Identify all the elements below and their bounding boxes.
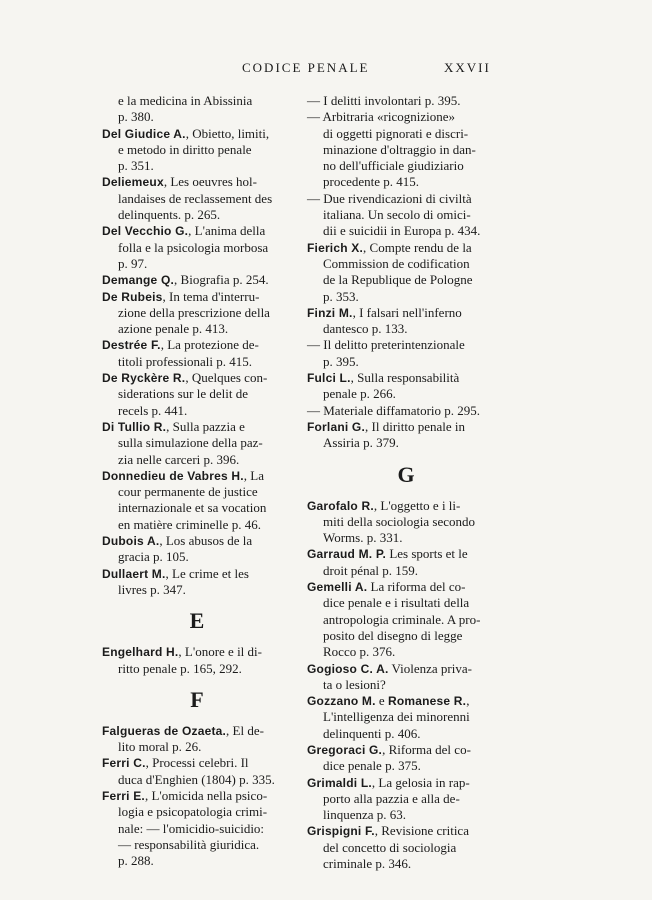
index-entry [307,370,505,419]
index-entry [307,419,505,452]
entry-text: , Quelques con- [185,370,268,386]
author-name: De Rubeis [102,289,163,304]
author-name: Di Tullio R. [102,419,167,434]
entry-line: ta o lesioni? [323,676,386,692]
author-name: Falgueras de Ozaeta. [102,723,227,738]
author-name: Ferri E. [102,788,145,803]
author-name: Del Vecchio G. [102,224,189,239]
entry-text: , Revisione critica [374,823,469,839]
entry-text: , Riforma del co- [382,741,471,757]
index-entry [102,289,292,338]
entry-text: , L'anima della [188,223,266,239]
entry-line: zia nelle carceri p. 396. [118,451,240,467]
entry-line: landaises de reclassement des [118,190,273,206]
author-name: Romanese R. [387,694,467,709]
author-name: De Ryckère R. [102,371,186,386]
entry-line: — Il delitto preterintenzionale [307,337,465,353]
entry-text: Violenza priva- [388,660,472,676]
index-entry [307,546,505,579]
entry-line: Rocco p. 376. [323,644,396,660]
entry-line: cour permanente de justice [118,484,258,500]
entry-line: e la medicina in Abissinia [118,93,253,108]
author-name: Grispigni F. [307,824,375,839]
entry-line: Commission de codification [323,255,470,271]
index-entry [102,370,292,419]
index-entry [102,174,292,223]
page-header [0,60,652,80]
index-entry [102,644,292,677]
entry-line: lito moral p. 26. [118,739,202,755]
entry-text: , Biografia p. 254. [174,272,269,288]
entry-line: p. 288. [118,853,154,869]
entry-text: La riforma del co- [367,579,466,595]
entry-line: p. 353. [323,288,359,304]
entry-text: , Los abusos de la [159,533,253,549]
author-name: Deliemeux [102,175,164,190]
entry-line: zione della prescrizione della [118,304,270,320]
entry-line: droit pénal p. 159. [323,562,418,578]
entry-line: linquenza p. 63. [323,807,407,823]
entry-text: , L'oggetto e i li- [373,497,461,513]
entry-line: sulla simulazione della paz- [118,435,263,451]
entry-line: internazionale et sa vocation [118,500,267,516]
entry-text: , In tema d'interru- [162,288,260,304]
index-entry [307,305,505,370]
author-name: Gemelli A. [307,580,368,595]
section-letter-e: E [189,608,205,634]
index-entry [307,661,505,694]
index-entry [102,468,292,533]
index-entry [102,755,292,788]
entry-text: , Sulla pazzia e [166,418,245,434]
entry-line: penale p. 266. [323,386,396,402]
entry-text: Les sports et le [386,546,468,562]
index-entry [102,566,292,599]
entry-text: , El de- [226,722,264,738]
index-entry [102,788,292,869]
entry-line: minazione d'oltraggio in dan- [323,141,476,157]
entry-line: delinquents. p. 265. [118,207,221,223]
author-name: Gregoraci G. [307,742,383,757]
running-head: CODICE PENALE [242,60,370,75]
author-name: Demange Q. [102,273,175,288]
entry-text: , Compte rendu de la [363,239,472,255]
section-letter-f: F [190,686,204,712]
entry-line: p. 97. [118,255,148,271]
author-name: Finzi M. [307,305,353,320]
author-name: Fulci L. [307,371,351,386]
author-name: Gogioso C. A. [307,661,389,676]
entry-text: , Les oeuvres hol- [163,174,257,190]
section-letter-g: G [397,461,415,487]
entry-line: criminale p. 346. [323,856,412,872]
entry-line: — Materiale diffamatorio p. 295. [307,402,481,418]
author-name: Dubois A. [102,534,160,549]
entry-line: p. 380. [118,109,154,125]
entry-line: de la Republique de Pologne [323,272,473,288]
entry-line: livres p. 347. [118,581,186,597]
entry-text: , La gelosia in rap- [371,774,470,790]
entry-line: Assiria p. 379. [323,435,399,451]
entry-line: azione penale p. 413. [118,321,229,337]
author-name: Ferri C. [102,756,146,771]
entry-line: dantesco p. 133. [323,321,408,337]
entry-line: p. 351. [118,158,154,174]
entry-text: , Processi celebri. Il [145,755,249,771]
entry-line: logia e psicopatologia crimi- [118,804,268,820]
entry-line: dii e suicidii in Europa p. 434. [323,223,481,239]
entry-line: dice penale p. 375. [323,758,421,774]
entry-line: di oggetti pignorati e discri- [323,125,469,141]
entry-text: , La protezione de- [160,337,259,353]
entry-line: procedente p. 415. [323,174,420,190]
entry-line: recels p. 441. [118,402,188,418]
entry-line: Worms. p. 331. [323,530,403,546]
entry-text: , L'onore e il di- [178,644,262,660]
entry-line: delinquenti p. 406. [323,725,421,741]
entry-line: L'intelligenza dei minorenni [323,709,470,725]
index-entry [307,823,505,872]
entry-line: italiana. Un secolo di omici- [323,207,471,223]
index-entry [307,498,505,547]
entry-line: gracia p. 105. [118,549,189,565]
entry-line: titoli professionali p. 415. [118,353,252,369]
author-name: Del Giudice A. [102,126,186,141]
author-name: Gozzano M. [307,694,376,709]
entry-line: miti della sociologia secondo [323,513,475,529]
index-entry [307,93,505,240]
author-name: Grimaldi L. [307,775,372,790]
entry-line: no dell'ufficiale giudiziario [323,158,464,174]
index-entry [307,240,505,305]
index-entry [307,742,505,775]
index-entry [102,723,292,756]
entry-line: p. 395. [323,353,359,369]
entry-text: , La [243,467,264,483]
index-column-right [307,93,505,872]
index-entry [307,693,505,742]
entry-text: , Sulla responsabilità [350,370,460,386]
index-entry [102,126,292,175]
author-name: Fierich X. [307,240,364,255]
author-name: Dullaert M. [102,566,166,581]
entry-line: folla e la psicologia morbosa [118,239,269,255]
index-entry [102,223,292,272]
author-name: Garraud M. P. [307,547,387,562]
entry-line: — Arbitraria «ricognizione» [307,109,456,125]
entry-line: e metodo in diritto penale [118,141,252,157]
entry-text: , [466,693,470,709]
author-name: Garofalo R. [307,498,374,513]
author-name: Destrée F. [102,338,161,353]
index-entry [102,272,292,288]
entry-line: ritto penale p. 165, 292. [118,660,242,676]
entry-text: , Le crime et les [165,565,249,581]
entry-line: porto alla pazzia e alla de- [323,790,460,806]
entry-line: — I delitti involontari p. 395. [307,93,461,108]
entry-text: , L'omicida nella psico- [144,787,268,803]
entry-text: e [375,693,388,709]
entry-line: — responsabilità giuridica. [118,836,260,852]
index-column-left [102,93,292,869]
entry-line: nale: — l'omicidio-suicidio: [118,820,265,836]
index-entry [102,419,292,468]
author-name: Donnedieu de Vabres H. [102,468,244,483]
author-name: Forlani G. [307,419,366,434]
entry-line: siderations sur le delit de [118,386,248,402]
index-entry [102,337,292,370]
entry-line: dice penale e i risultati della [323,595,470,611]
entry-line: — Due rivendicazioni di civiltà [307,190,472,206]
entry-line: posito del disegno di legge [323,627,463,643]
index-entry [102,533,292,566]
entry-line: en matière criminelle p. 46. [118,516,261,532]
entry-text: , Obietto, limiti, [185,125,270,141]
entry-line: duca d'Enghien (1804) p. 335. [118,771,275,787]
author-name: Engelhard H. [102,645,179,660]
entry-line: del concetto di sociologia [323,839,457,855]
entry-text: , I falsari nell'inferno [352,304,462,320]
index-entry [102,93,292,126]
entry-text: , Il diritto penale in [365,418,466,434]
index-entry [307,775,505,824]
index-entry [307,579,505,660]
entry-line: antropologia criminale. A pro- [323,611,481,627]
page-number: XXVII [444,60,491,75]
